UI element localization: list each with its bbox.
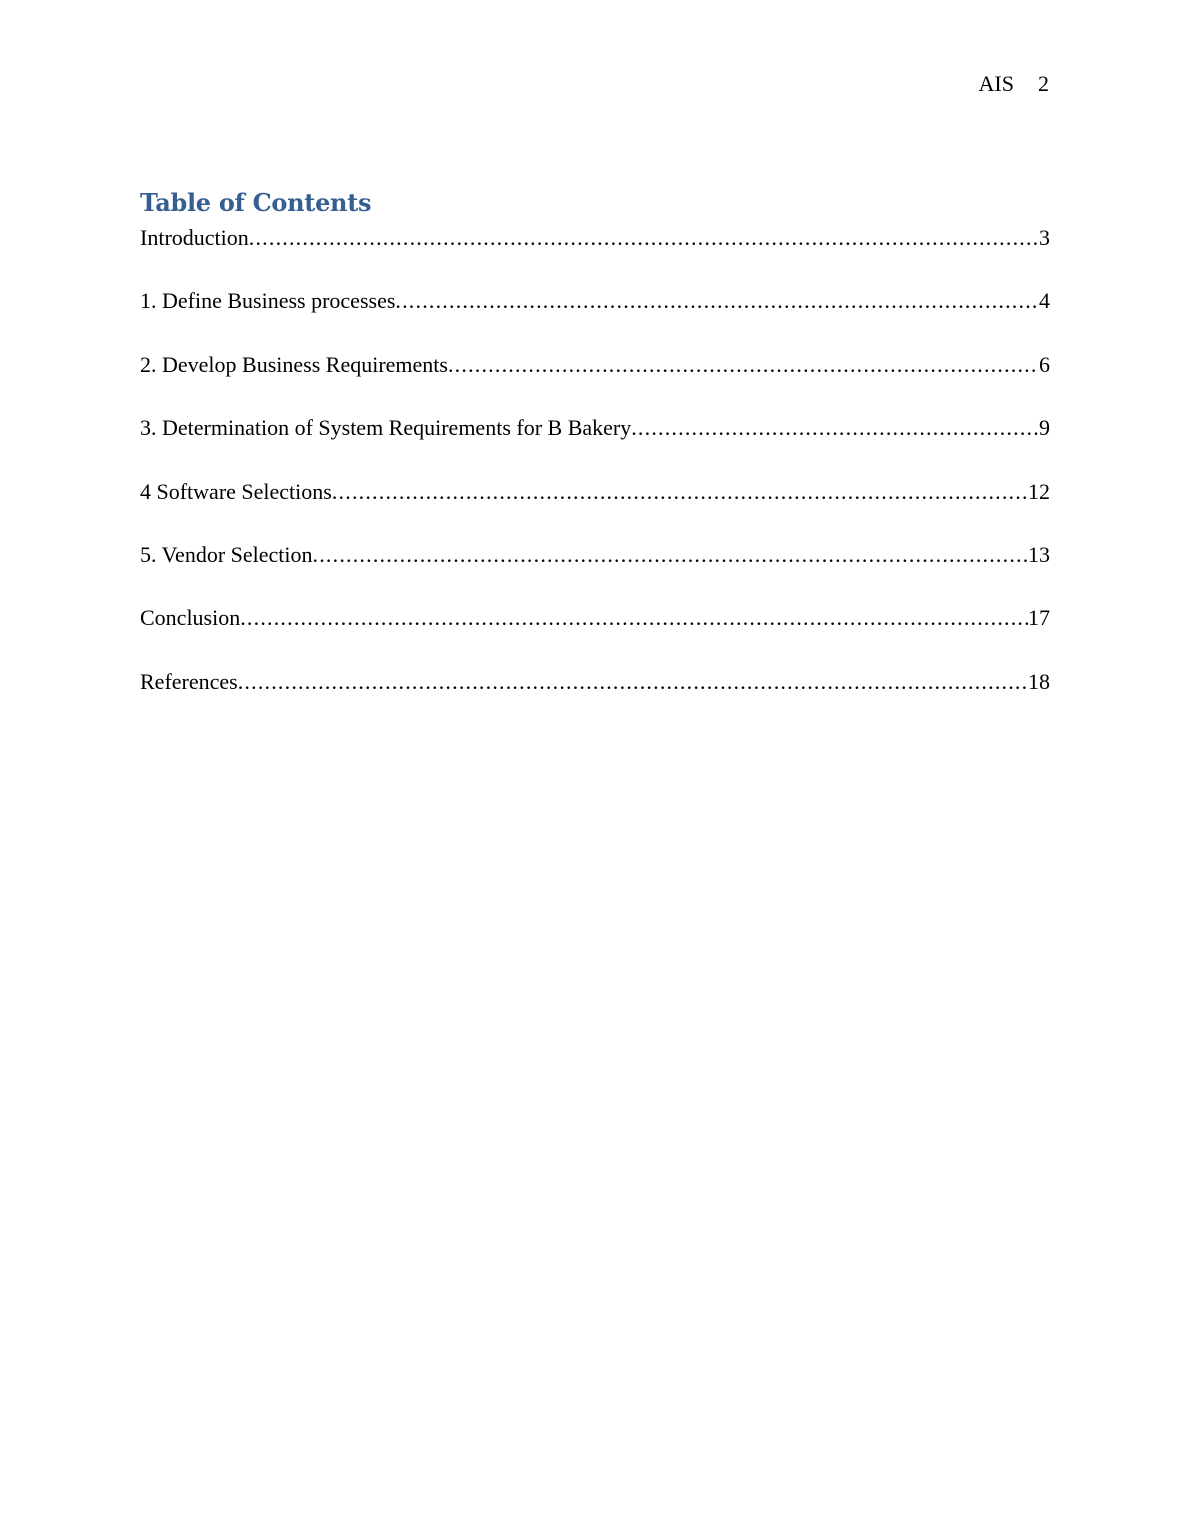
toc-entry-develop-business-requirements[interactable] bbox=[140, 351, 1050, 379]
toc-entry-text: 5. Vendor Selection bbox=[140, 541, 313, 567]
table-of-contents bbox=[140, 224, 1050, 731]
toc-entry-text: 2. Develop Business Requirements bbox=[140, 351, 448, 377]
toc-entry-page: 17 bbox=[1028, 605, 1050, 631]
toc-entry-text: 1. Define Business processes bbox=[140, 288, 396, 314]
toc-dot-leader bbox=[395, 287, 1039, 315]
toc-entry-page: 13 bbox=[1028, 541, 1050, 567]
toc-entry-text: Introduction bbox=[140, 225, 249, 250]
toc-entry-text: 3. Determination of System Requirements for B Bakery bbox=[140, 415, 632, 441]
toc-entry-references[interactable] bbox=[140, 668, 1050, 696]
toc-entry-page: 9 bbox=[1039, 415, 1050, 441]
toc-entry-introduction[interactable] bbox=[140, 224, 1050, 252]
toc-entry-page: 6 bbox=[1039, 351, 1050, 377]
toc-entry-text: 4 Software Selections bbox=[140, 478, 332, 504]
toc-entry-text: Conclusion bbox=[140, 605, 241, 631]
page-number: 2 bbox=[1038, 71, 1049, 96]
toc-dot-leader bbox=[313, 541, 1028, 569]
running-head: AIS bbox=[978, 71, 1014, 96]
toc-entry-page: 3 bbox=[1039, 225, 1050, 250]
toc-entry-page: 4 bbox=[1039, 288, 1050, 314]
toc-dot-leader bbox=[631, 414, 1039, 442]
toc-entry-page: 12 bbox=[1028, 478, 1050, 504]
toc-entry-system-requirements[interactable] bbox=[140, 414, 1050, 442]
toc-title: Table of Contents bbox=[140, 188, 372, 217]
toc-entry-vendor-selection[interactable] bbox=[140, 541, 1050, 569]
toc-entry-text: References bbox=[140, 668, 238, 694]
toc-entry-define-business-processes[interactable] bbox=[140, 287, 1050, 315]
toc-dot-leader bbox=[332, 478, 1028, 506]
toc-dot-leader bbox=[238, 668, 1028, 696]
toc-dot-leader bbox=[249, 224, 1039, 252]
toc-entry-page: 18 bbox=[1028, 668, 1050, 694]
toc-dot-leader bbox=[240, 604, 1028, 632]
toc-entry-conclusion[interactable] bbox=[140, 604, 1050, 632]
page-header bbox=[979, 70, 1049, 98]
toc-entry-software-selections[interactable] bbox=[140, 478, 1050, 506]
toc-dot-leader bbox=[448, 351, 1039, 379]
